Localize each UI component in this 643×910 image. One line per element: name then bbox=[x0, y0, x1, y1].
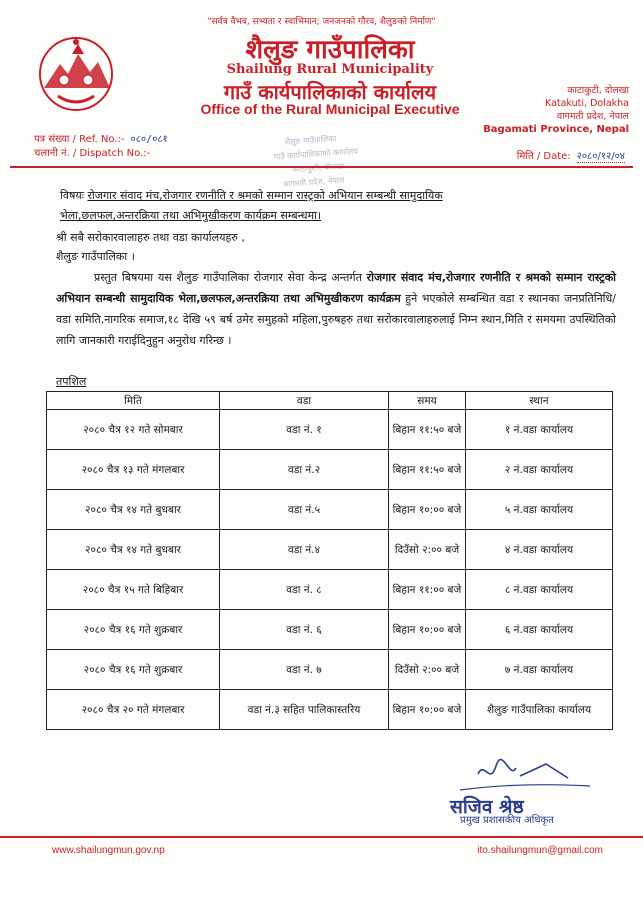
cell-time: बिहान १०:०० बजे bbox=[389, 690, 466, 730]
cell-date: २०८० चैत्र १६ गते शुक्रबार bbox=[47, 650, 220, 690]
table-row bbox=[47, 650, 613, 690]
subject-line-2: भेला,छलफल,अन्तरक्रिया तथा अभिमुखीकरण कार्यक्रम सम्बन्धमा। bbox=[60, 209, 322, 222]
reference-block bbox=[34, 133, 168, 161]
cell-ward: वडा नं.४ bbox=[220, 530, 389, 570]
cell-date: २०८० चैत्र १६ गते शुक्रबार bbox=[47, 610, 220, 650]
office-stamp bbox=[268, 128, 378, 192]
cell-ward: वडा नं. १ bbox=[220, 410, 389, 450]
cell-time: बिहान १०:०० बजे bbox=[389, 610, 466, 650]
dispatch-label: चलानी नं. / Dispatch No.:- bbox=[34, 148, 151, 159]
cell-time: बिहान ११:५० बजे bbox=[389, 410, 466, 450]
cell-ward: वडा नं. ६ bbox=[220, 610, 389, 650]
cell-place: ७ नं.वडा कार्यालय bbox=[466, 650, 613, 690]
signatory-name: सजिव श्रेष्ठ bbox=[450, 796, 524, 818]
address-line-ne-1: काटाकुटी, दोलखा bbox=[567, 85, 629, 96]
table-row bbox=[47, 570, 613, 610]
date-label: मिति / Date: bbox=[516, 151, 571, 162]
municipality-title-english: Shailung Rural Municipality bbox=[226, 62, 434, 77]
ref-value: ०८०/०८१ bbox=[130, 134, 168, 145]
header-divider bbox=[10, 166, 633, 168]
footer-website-link[interactable]: www.shailungmun.gov.np bbox=[52, 845, 165, 856]
cell-place: ४ नं.वडा कार्यालय bbox=[466, 530, 613, 570]
body-bold-program: रोजगार संवाद मंच,रोजगार रणनीति र श्रमको सम्मान रास्ट्रको अभियान सम्बन्धी सामुदायिक भेला,छलफल,अन्तरक्रिया तथा अभिमुखीकरण कार्यक्रम bbox=[56, 271, 616, 305]
date-block bbox=[517, 148, 625, 162]
table-header-row bbox=[47, 392, 613, 410]
header-time: समय bbox=[389, 392, 466, 410]
letter-body bbox=[56, 267, 616, 351]
table-row bbox=[47, 490, 613, 530]
cell-time: दिउँसो २:०० बजे bbox=[389, 530, 466, 570]
cell-time: दिउँसो २:०० बजे bbox=[389, 650, 466, 690]
cell-place: २ नं.वडा कार्यालय bbox=[466, 450, 613, 490]
header-ward: वडा bbox=[220, 392, 389, 410]
header-place: स्थान bbox=[466, 392, 613, 410]
cell-time: बिहान ११:०० बजे bbox=[389, 570, 466, 610]
subject-label: विषयः bbox=[60, 189, 84, 202]
cell-place: १ नं.वडा कार्यालय bbox=[466, 410, 613, 450]
cell-date: २०८० चैत्र १३ गते मंगलबार bbox=[47, 450, 220, 490]
table-row bbox=[47, 690, 613, 730]
cell-date: २०८० चैत्र १४ गते बुधबार bbox=[47, 530, 220, 570]
office-title-english: Office of the Rural Municipal Executive bbox=[200, 101, 460, 117]
cell-time: बिहान ११:५० बजे bbox=[389, 450, 466, 490]
stamp-line-4: बागमती प्रदेश, नेपाल bbox=[283, 175, 345, 189]
office-address bbox=[483, 84, 629, 136]
salutation-line-2: शैलुङ गाउँपालिका । bbox=[56, 250, 135, 263]
address-line-ne-2: वागमती प्रदेश, नेपाल bbox=[556, 111, 629, 122]
date-value: २०८०/१२/०४ bbox=[576, 151, 625, 162]
cell-date: २०८० चैत्र २० गते मंगलबार bbox=[47, 690, 220, 730]
cell-ward: वडा नं.२ bbox=[220, 450, 389, 490]
cell-place: ६ नं.वडा कार्यालय bbox=[466, 610, 613, 650]
schedule-table bbox=[46, 391, 613, 730]
office-title-nepali: गाउँ कार्यपालिकाको कार्यालय bbox=[223, 80, 437, 104]
schedule-heading: तपशिल bbox=[56, 375, 87, 388]
stamp-line-1: शैलुङ गाउँपालिका bbox=[284, 134, 337, 147]
ref-label: पत्र संख्या / Ref. No.:- bbox=[34, 134, 125, 145]
address-line-en-2: Bagamati Province, Nepal bbox=[483, 124, 629, 135]
table-row bbox=[47, 410, 613, 450]
address-line-en-1: Katakuti, Dolakha bbox=[545, 98, 629, 109]
stamp-line-2: गाउँ कार्यपालिकाको कार्यालय bbox=[273, 146, 359, 162]
salutation bbox=[56, 228, 245, 266]
table-row bbox=[47, 450, 613, 490]
table-row bbox=[47, 610, 613, 650]
cell-time: बिहान १०:०० बजे bbox=[389, 490, 466, 530]
subject-line-1: रोजगार संवाद मंच,रोजगार रणनीति र श्रमको सम्मान रास्ट्रको अभियान सम्बन्धी सामुदायिक bbox=[87, 189, 443, 202]
body-part-2: हुने भएकोले सम्बन्धित वडा र स्थानका जनप्रतिनिधि/वडा समिति,नागरिक समाज,१८ देखि ५९ बर्ष उमेर समुहको महिला,पुरुषहरु तथा सरोकारवालाहरुलाई निम्न स्थान,मिति र समयमा उपस्थितिको लागि जानकारी गराईदिनुहुन अनुरोध गरिन्छ । bbox=[56, 292, 616, 347]
cell-ward: वडा नं. ७ bbox=[220, 650, 389, 690]
cell-date: २०८० चैत्र १४ गते बुधबार bbox=[47, 490, 220, 530]
cell-place: शैलुङ गाउँपालिका कार्यालय bbox=[466, 690, 613, 730]
cell-date: २०८० चैत्र १२ गते सोमबार bbox=[47, 410, 220, 450]
cell-ward: वडा नं.५ bbox=[220, 490, 389, 530]
signatory-title: प्रमुख प्रशासकीय अधिकृत bbox=[460, 815, 554, 826]
body-part-1: प्रस्तुत बिषयमा यस शैलुङ गाउँपालिका रोजगार सेवा केन्द्र अन्तर्गत bbox=[94, 271, 367, 284]
letterhead-motto: "सर्वत्र वैभव, सभ्यता र स्वाभिमान; जनजनको गौरव, शैलुङको निर्माण" bbox=[207, 17, 436, 27]
cell-place: ५ नं.वडा कार्यालय bbox=[466, 490, 613, 530]
table-row bbox=[47, 530, 613, 570]
footer-email-link[interactable]: ito.shailungmun@gmail.com bbox=[477, 845, 603, 856]
cell-place: ८ नं.वडा कार्यालय bbox=[466, 570, 613, 610]
cell-date: २०८० चैत्र १५ गते बिहिबार bbox=[47, 570, 220, 610]
cell-ward: वडा नं.३ सहित पालिकास्तरिय bbox=[220, 690, 389, 730]
nepal-emblem-icon bbox=[34, 30, 118, 114]
salutation-line-1: श्री सबै सरोकारवालाहरु तथा वडा कार्यालयहरु , bbox=[56, 231, 245, 244]
footer-divider bbox=[0, 836, 643, 838]
header-date: मिति bbox=[47, 392, 220, 410]
municipality-title-nepali: शैलुङ गाउँपालिका bbox=[245, 35, 415, 65]
cell-ward: वडा नं. ८ bbox=[220, 570, 389, 610]
subject-block bbox=[60, 186, 580, 226]
